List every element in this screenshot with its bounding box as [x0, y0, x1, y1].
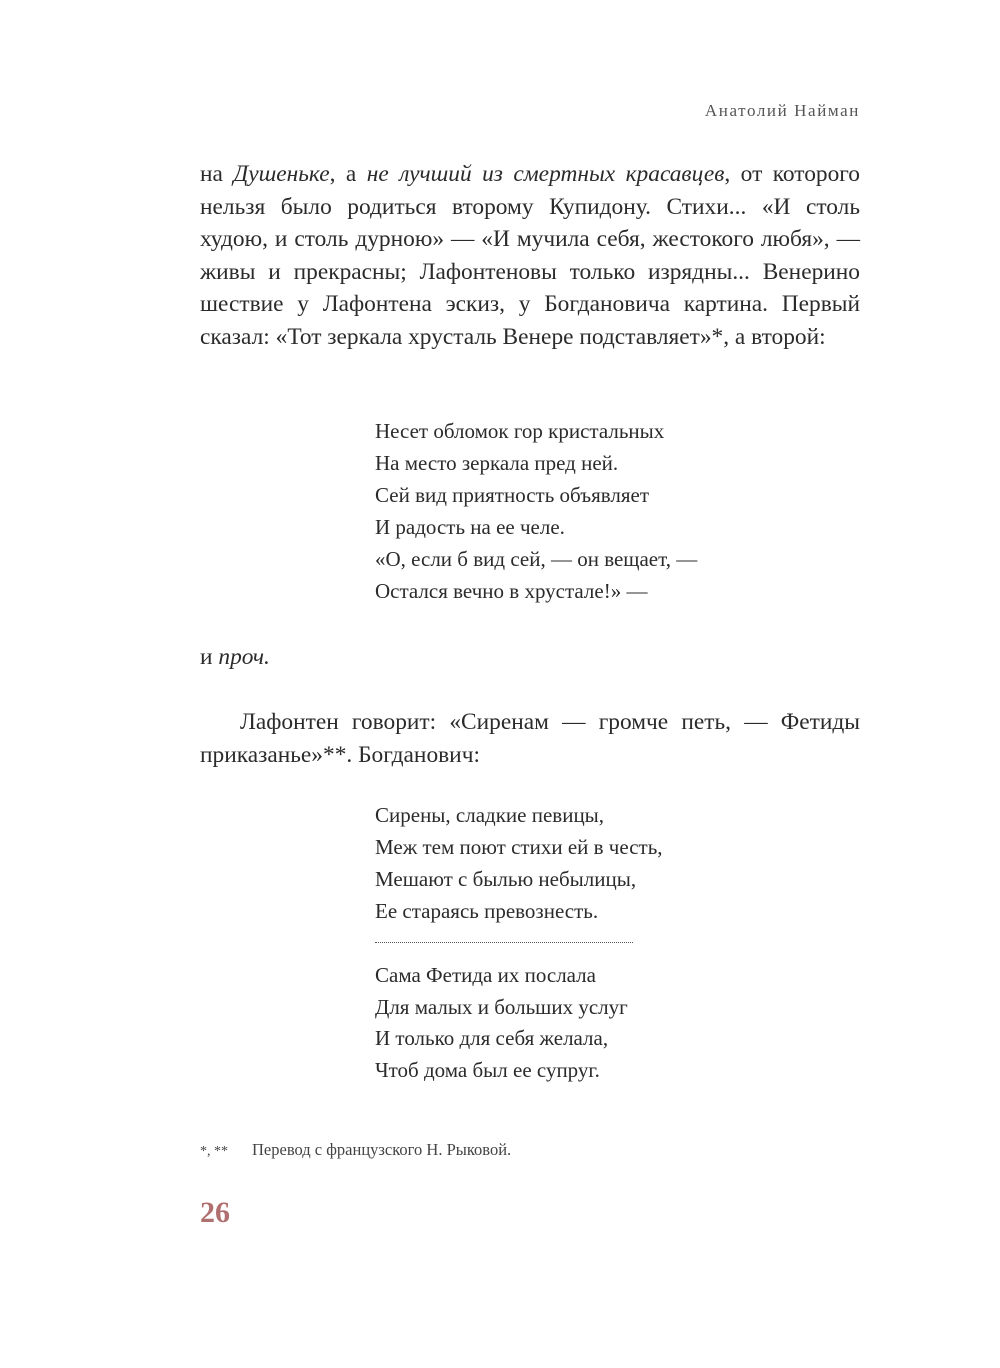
italic-abbrev: проч. [218, 644, 270, 670]
verse-line: Сирены, сладкие певицы, [375, 803, 605, 827]
verse-block-2 [375, 800, 663, 1087]
italic-quote: не лучший из смертных красавцев [366, 161, 725, 187]
verse-line: Для малых и больших услуг [375, 994, 628, 1019]
verse-line: Сей вид приятность объявляет [375, 482, 650, 507]
verse-line: Сама Фетида их послала [375, 962, 596, 987]
running-header: Анатолий Найман [704, 101, 860, 120]
text-segment: и [200, 644, 219, 670]
italic-title: Душеньке [233, 161, 330, 187]
verse-block-1 [375, 416, 697, 607]
page-number: 26 [200, 1196, 230, 1229]
ellipsis-divider [375, 942, 633, 944]
verse-line: И радость на ее челе. [375, 514, 565, 539]
verse-line: «О, если б вид сей, — он вещает, — [375, 546, 698, 571]
verse-line: Мешают с былью небылицы, [375, 866, 637, 891]
paragraph-3: Лафонтен говорит: «Сиренам — громче петь, — Фетиды приказанье»**. Богданович: [200, 709, 860, 768]
paragraph-1 [200, 158, 860, 354]
paragraph-2 [200, 641, 860, 674]
text-segment: на [200, 161, 234, 187]
verse-line: Ее стараясь превознесть. [375, 898, 599, 923]
footnote-mark: *, ** [200, 1144, 228, 1159]
verse-line: И только для себя желала, [375, 1026, 609, 1051]
verse-line: Меж тем поют стихи ей в честь, [375, 834, 663, 859]
verse-line: Остался вечно в хрустале!» — [375, 578, 648, 603]
verse-line: Несет обломок гор кристальных [375, 419, 665, 443]
verse-line: На место зеркала пред ней. [375, 450, 619, 475]
footnote [200, 1140, 511, 1160]
text-segment: , от которого нельзя было родиться второму Купидону. Стихи... «И столь худою, и столь дурною» — «И мучила себя, жестокого любя», — живы и прекрасны; Лафонтеновы только изрядны... Венерино шествие у Лафонтена эскиз, у Богдановича картина. Первый сказал: «Тот зеркала хрусталь Венере подставляет»*, а второй: [200, 161, 860, 350]
verse-line: Чтоб дома был ее супруг. [375, 1058, 600, 1083]
footnote-text: Перевод с французского Н. Рыковой. [252, 1140, 512, 1159]
text-segment: , а [329, 161, 367, 187]
